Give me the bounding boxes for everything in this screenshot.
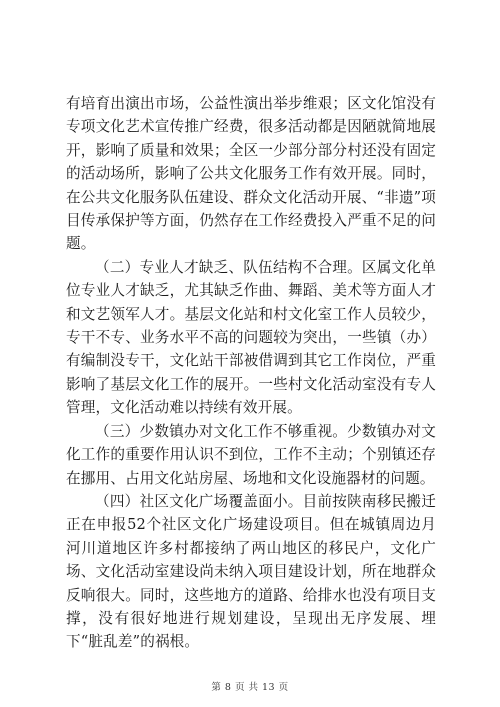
paragraph-section-4: （四）社区文化广场覆盖面小。目前按陕南移民搬迁正在申报52个社区文化广场建设项目。但在城镇周边月河川道地区许多村都接纳了两山地区的移民户，文化广场、文化活动室建设尚未纳入项目建设计划，所在地群众反响很大。同时，这些地方的道路、给排水也没有项目支撑，没有很好地进行规划建设，呈现出无序发展、埋下“脏乱差”的祸根。 [66,492,436,651]
document-body [66,92,436,654]
page-number-footer: 第 8 页 共 13 页 [211,682,289,693]
paragraph-section-2: （二）专业人才缺乏、队伍结构不合理。区属文化单位专业人才缺乏，尤其缺乏作曲、舞蹈、美术等方面人才和文艺领军人才。基层文化站和村文化室工作人员较少，专干不专、业务水平不高的问题较为突出，一些镇（办）有编制没专干，文化站干部被借调到其它工作岗位，严重影响了基层文化工作的展开。一些村文化活动室没有专人管理，文化活动难以持续有效开展。 [66,258,436,417]
paragraph-continuation: 有培育出演出市场，公益性演出举步维艰；区文化馆没有专项文化艺术宣传推广经费，很多活动都是因陋就简地展开，影响了质量和效果；全区一少部分部分村还没有固定的活动场所，影响了公共文化服务工作有效开展。同时，在公共文化服务队伍建设、群众文化活动开展、“非遗”项目传承保护等方面，仍然存在工作经费投入严重不足的问题。 [66,95,436,253]
paragraph-section-3: （三）少数镇办对文化工作不够重视。少数镇办对文化工作的重要作用认识不到位，工作不主动；个别镇还存在挪用、占用文化站房屋、场地和文化设施器材的问题。 [66,422,436,487]
